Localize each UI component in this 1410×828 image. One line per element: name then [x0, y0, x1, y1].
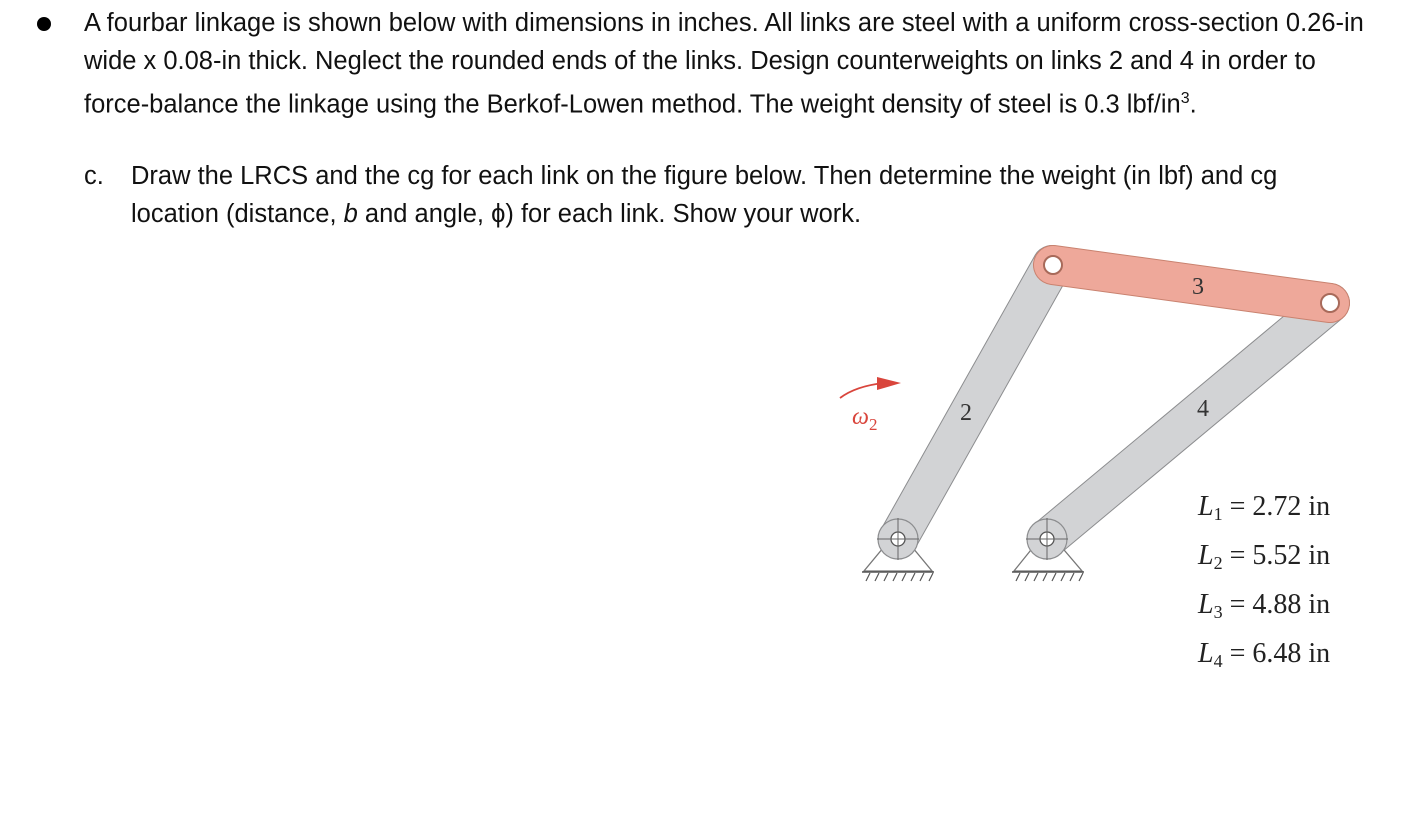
- link-2-label: 2: [960, 400, 972, 426]
- pin-joint-a-icon: [1044, 256, 1062, 274]
- link-4-label: 4: [1197, 396, 1209, 422]
- cubic-exponent: 3: [1180, 90, 1190, 107]
- pin-joint-b-icon: [1321, 294, 1339, 312]
- dimension-l4: $L_4 = 6.48$ in: [1198, 638, 1331, 671]
- part-c-text-1: Draw the LRCS and the cg for each link on the figure below. Then determine the weight (in lbf) and cg location (distance,: [131, 162, 1278, 228]
- dimension-l3: $L_3 = 4.88$ in: [1198, 589, 1331, 622]
- part-c-text-2: and angle, ϕ) for each link. Show your work.: [357, 200, 862, 228]
- part-c-b-symbol: b: [343, 200, 358, 228]
- link-2-fill: [898, 265, 1052, 539]
- part-marker: c.: [84, 162, 104, 190]
- omega-2-label: $\omega_2$: [852, 404, 878, 434]
- statement-period: .: [1189, 90, 1197, 119]
- link-3-label: 3: [1192, 274, 1204, 300]
- dimensions-list: [1198, 486, 1330, 682]
- problem-statement-text: A fourbar linkage is shown below with dimensions in inches. All links are steel with a uniform cross-section 0.26-in wide x 0.08-in thick. Neglect the rounded ends of the links. Design counterweights on links 2 and 4 in order to force-balance the linkage using the Berkof-Lowen method. The weight density of steel is 0.3 lbf/in: [84, 9, 1364, 119]
- dimension-l1: $L_1 = 2.72$ in: [1198, 491, 1331, 524]
- omega-arrowhead-icon: [877, 377, 901, 390]
- dimension-l2: $L_2 = 5.52$ in: [1198, 540, 1331, 573]
